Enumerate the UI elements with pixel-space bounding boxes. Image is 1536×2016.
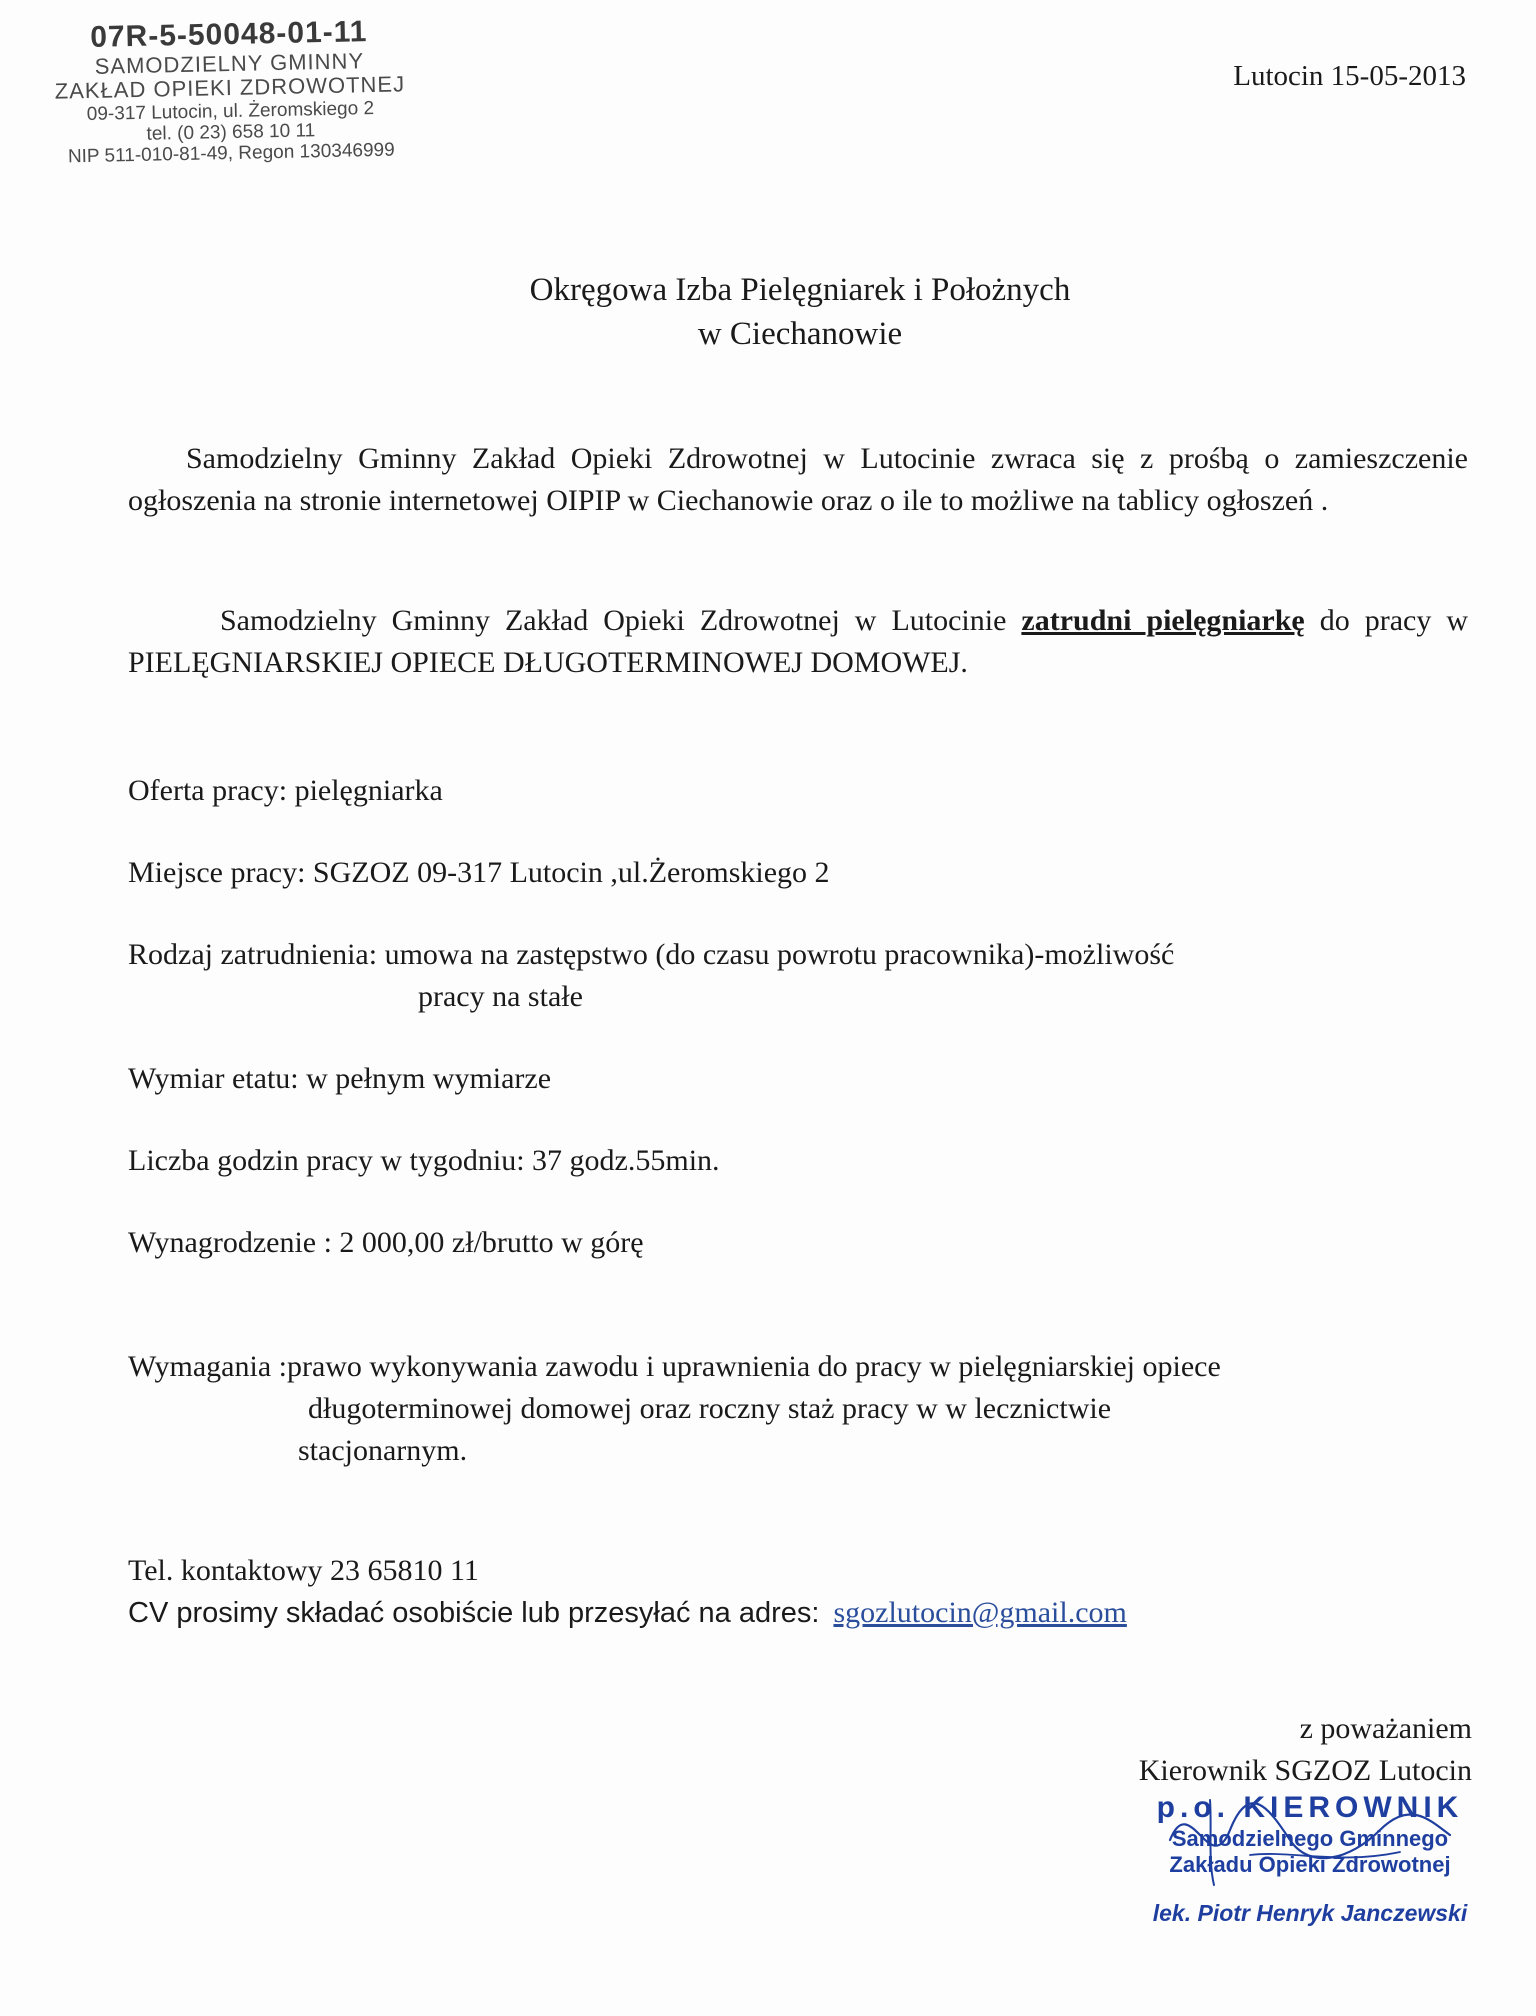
stamp-nip-regon: NIP 511-010-81-49, Regon 130346999 [67,139,395,168]
requirements-line-3: stacjonarnym. [298,1434,468,1467]
field-salary: Wynagrodzenie : 2 000,00 zł/brutto w górę [128,1226,644,1259]
stamp-phone: tel. (0 23) 658 10 11 [146,120,316,145]
requirements-line-1: Wymagania :prawo wykonywania zawodu i uprawnienia do pracy w pielęgniarskiej opiece [128,1350,1221,1383]
director-stamp-line-3: Zakładu Opieki Zdrowotnej [1169,1852,1451,1877]
field-employment-type [128,934,1448,1018]
recipient-line-1: Okręgowa Izba Pielęgniarek i Położnych [529,272,1071,308]
stamp-line-1: SAMODZIELNY GMINNY [94,47,365,79]
field-working-time: Wymiar etatu: w pełnym wymiarze [128,1062,552,1095]
field-job-offer: Oferta pracy: pielęgniarka [128,774,443,807]
contact-phone: Tel. kontaktowy 23 65810 11 [128,1554,479,1587]
employment-type-line-1: Rodzaj zatrudnienia: umowa na zastępstwo (do czasu powrotu pracownika)-możliwość [128,938,1175,971]
stamp-address: 09-317 Lutocin, ul. Żeromskiego 2 [86,97,375,125]
closing-greeting: z poważaniem [1299,1712,1472,1745]
field-weekly-hours: Liczba godzin pracy w tygodniu: 37 godz.55min. [128,1144,720,1177]
director-name: lek. Piotr Henryk Janczewski [1152,1900,1468,1926]
requirements-line-2: długoterminowej domowej oraz roczny staż pracy w w lecznictwie [308,1392,1112,1425]
employment-type-line-2: pracy na stałe [418,980,583,1013]
announcement-suffix: do pracy w PIELĘGNIARSKIEJ OPIECE DŁUGOTERMINOWEJ DOMOWEJ. [128,604,1468,679]
announcement-prefix: Samodzielny Gminny Zakład Opieki Zdrowotnej w Lutocinie [220,604,1022,637]
announcement-emphasis: zatrudni pielęgniarkę [1021,604,1305,637]
recipient-block [300,268,1300,356]
job-announcement-paragraph [128,600,1468,684]
director-stamp-title: p.o. KIEROWNIK [1156,1791,1464,1824]
director-stamp-line-2: Samodzielnego Gminnego [1171,1826,1449,1851]
director-stamp [1120,1790,1500,1928]
email-link[interactable]: sgozlutocin@gmail.com [833,1596,1127,1629]
stamp-code: 07R-5-50048-01-11 [89,15,368,54]
stamp-line-2: ZAKŁAD OPIEKI ZDROWOTNEJ [54,71,406,104]
recipient-line-2: w Ciechanowie [697,316,903,352]
letter-date: Lutocin 15-05-2013 [1233,60,1466,92]
cv-label: CV prosimy składać osobiście lub przesyłać na adres: [128,1597,820,1629]
intro-paragraph: Samodzielny Gminny Zakład Opieki Zdrowotnej w Lutocinie zwraca się z prośbą o zamieszczenie ogłoszenia na stronie internetowej OIPIP w Ciechanowie oraz o ile to możliwe na tablicy ogłoszeń . [128,442,1468,517]
field-requirements [128,1346,1468,1472]
institution-stamp [19,14,442,169]
field-workplace: Miejsce pracy: SGZOZ 09-317 Lutocin ,ul.Żeromskiego 2 [128,856,830,889]
cv-instructions [128,1592,1127,1634]
closing-title: Kierownik SGZOZ Lutocin [1138,1754,1472,1787]
